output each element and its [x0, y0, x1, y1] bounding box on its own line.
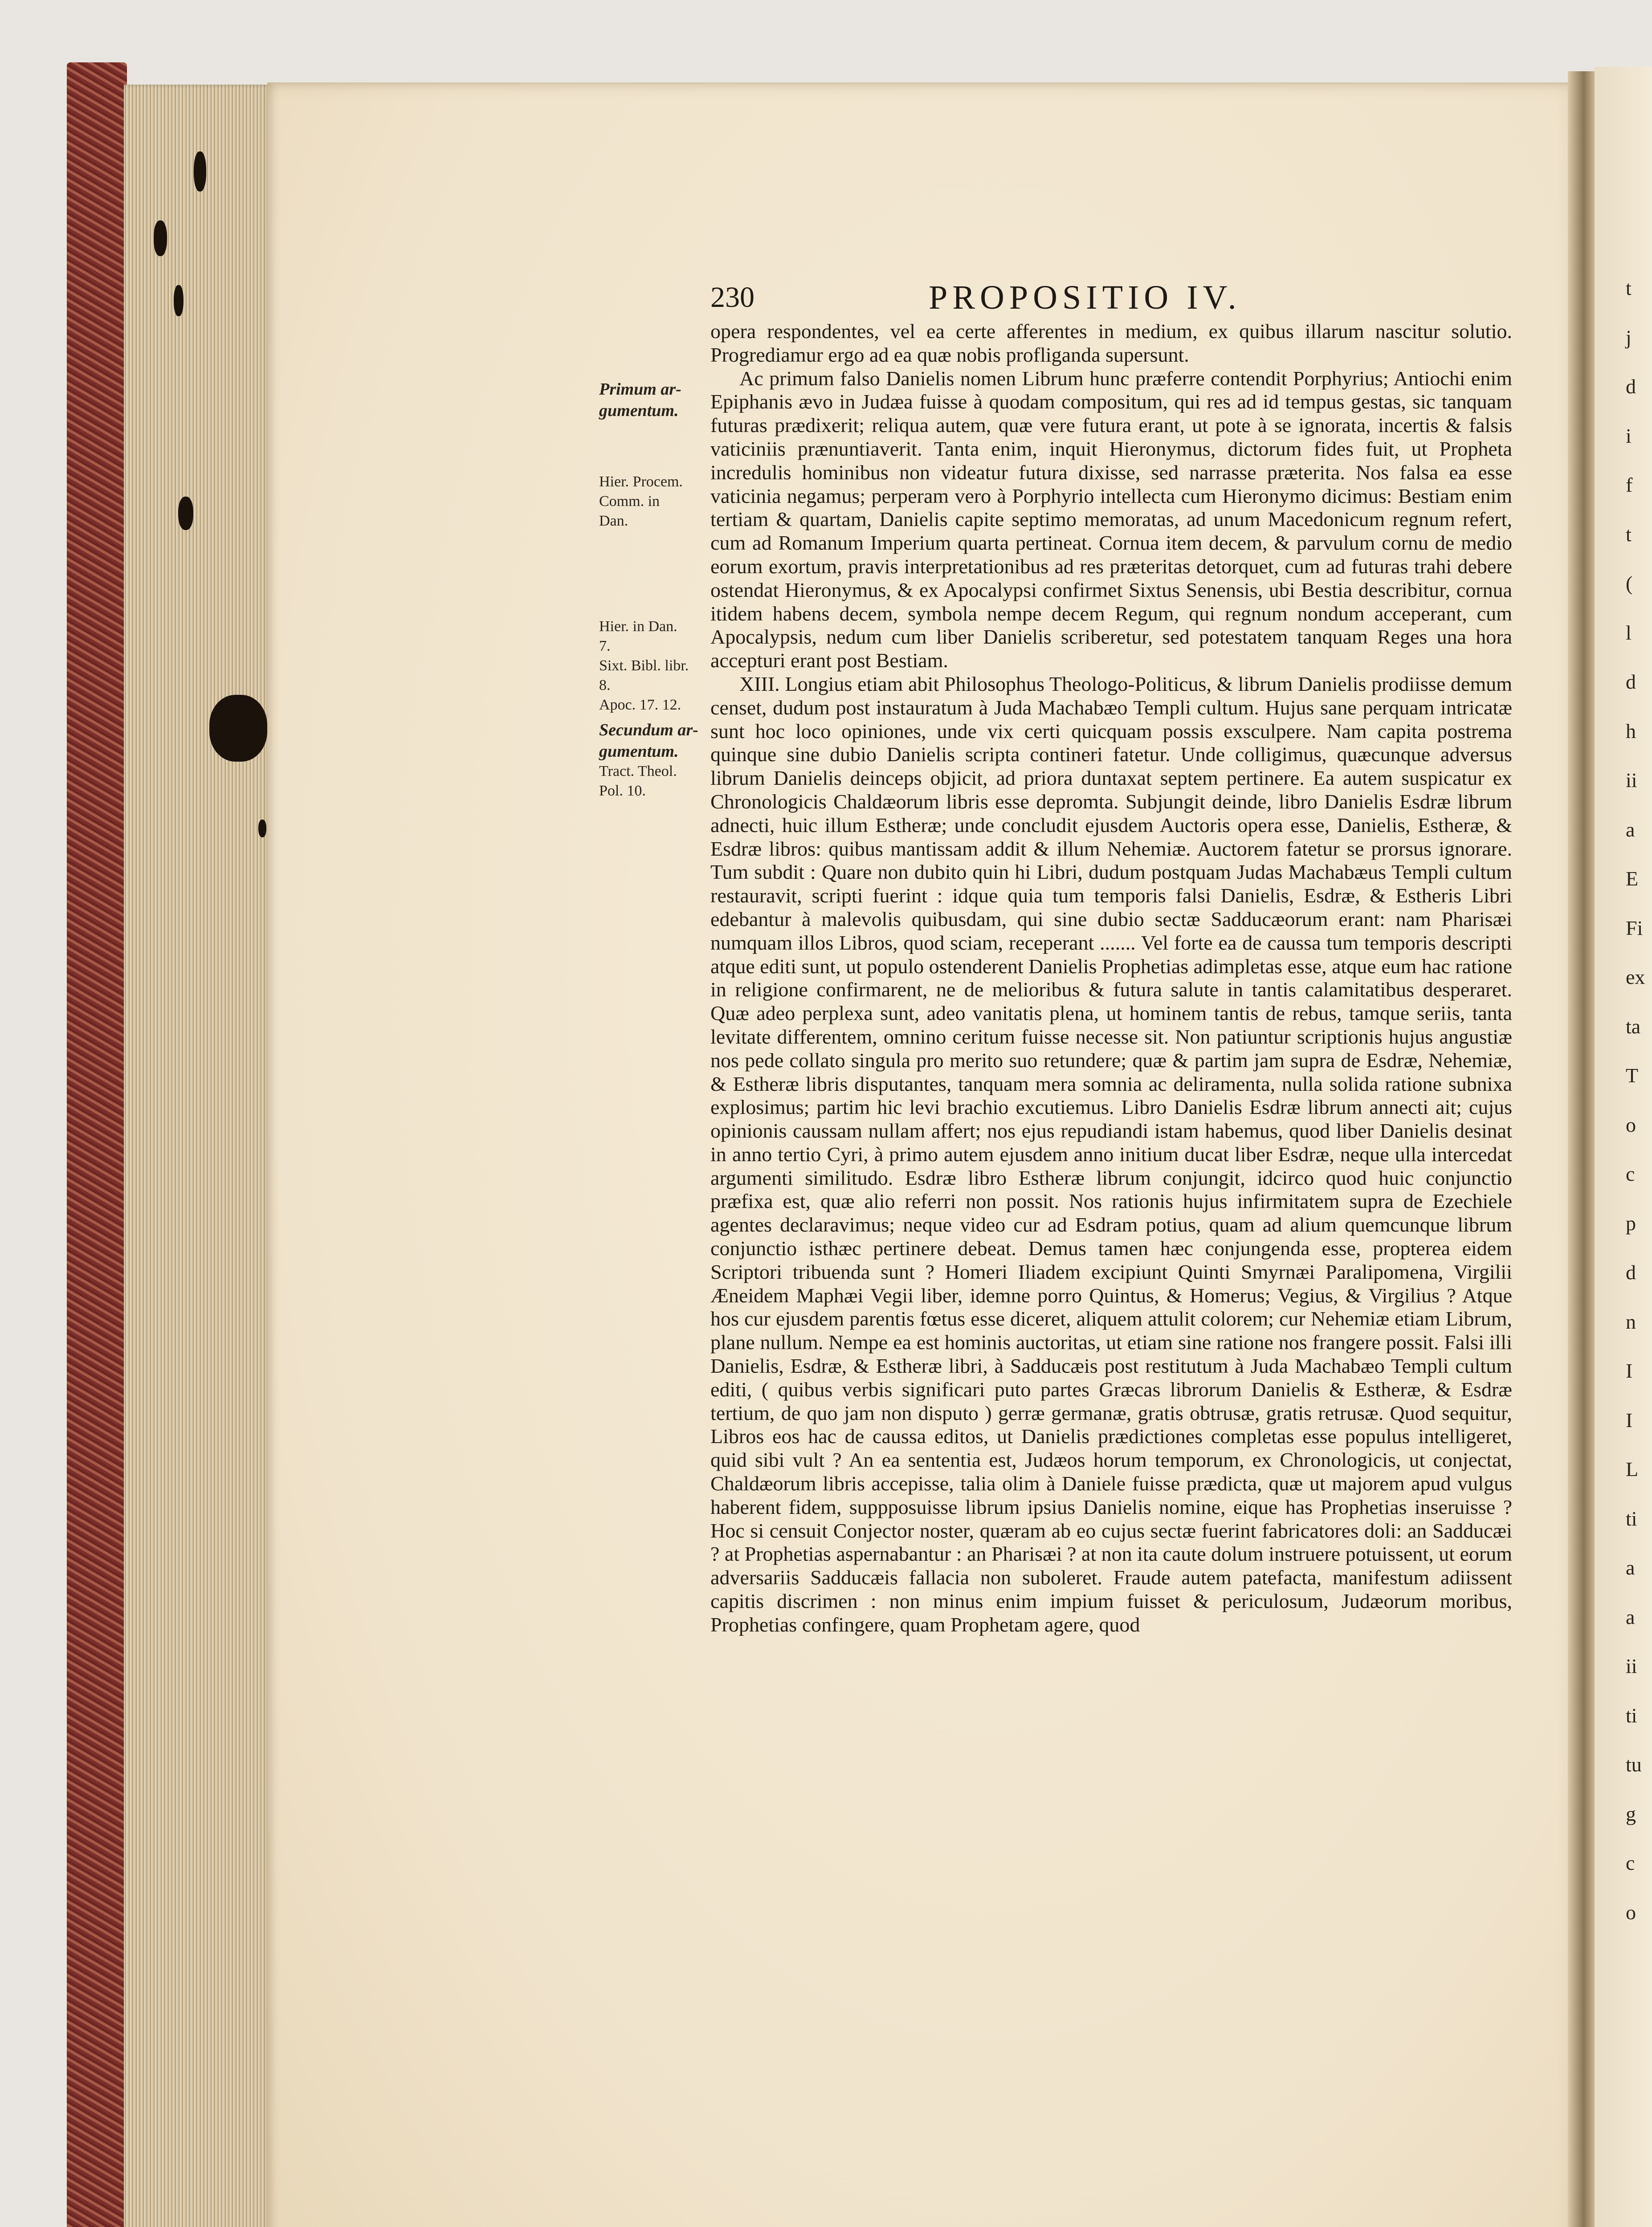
facing-page-glyph: i [1626, 424, 1632, 447]
book-cover-left [67, 62, 127, 2227]
facing-page-glyph: d [1626, 375, 1636, 398]
page-number: 230 [710, 281, 755, 314]
margin-note: Hier. in Dan. 7. Sixt. Bibl. libr. 8. Apoc. 17. 12. [599, 618, 689, 713]
facing-page-glyph: c [1626, 1162, 1635, 1185]
ink-stain [258, 820, 266, 837]
facing-page-glyph: Fi [1626, 916, 1643, 939]
ink-stain [194, 151, 206, 192]
facing-page-glyph: c [1626, 1852, 1635, 1874]
facing-page-glyph: L [1626, 1458, 1639, 1481]
page-edges [124, 85, 271, 2227]
margin-note: Secundum ar- gumentum. [599, 721, 698, 761]
facing-page-glyph: j [1626, 326, 1632, 349]
facing-page-glyph: I [1626, 1359, 1633, 1382]
facing-page-glyph: E [1626, 867, 1639, 890]
body-text [710, 320, 1512, 1637]
page-header [710, 272, 1499, 316]
facing-page-glyph: n [1626, 1310, 1636, 1333]
facing-page-glyph: d [1626, 670, 1636, 693]
facing-page-glyph: o [1626, 1113, 1636, 1136]
ink-stain [154, 220, 167, 256]
facing-page-glyph: ta [1626, 1015, 1641, 1038]
facing-page-glyph: l [1626, 621, 1632, 644]
facing-page-glyph: o [1626, 1901, 1636, 1924]
margin-note: Hier. Procem. Comm. in Dan. [599, 473, 683, 529]
running-head: PROPOSITIO IV. [929, 279, 1241, 316]
paragraph: opera respondentes, vel ea certe afferentes in medium, ex quibus illarum nascitur solutio. Progrediamur ergo ad ea quæ nobis profliganda supersunt. [710, 320, 1512, 366]
ink-stain [209, 695, 267, 762]
margin-note: Primum ar- gumentum. [599, 380, 681, 420]
facing-page-glyph: g [1626, 1802, 1636, 1825]
facing-page-glyph: f [1626, 473, 1633, 496]
facing-page-glyph: T [1626, 1064, 1639, 1087]
facing-page-glyph: ii [1626, 769, 1637, 791]
facing-page-glyph: ( [1626, 572, 1633, 595]
facing-page-glyph: d [1626, 1261, 1636, 1284]
facing-page-glyph: ii [1626, 1655, 1637, 1677]
facing-page-glyph: h [1626, 719, 1636, 742]
margin-note: Tract. Theol. Pol. 10. [599, 763, 677, 799]
ink-stain [174, 285, 184, 316]
facing-page-glyph: ex [1626, 966, 1645, 988]
facing-page-glyph: a [1626, 818, 1635, 841]
facing-page-glyph: a [1626, 1556, 1635, 1579]
facing-page-glyph: a [1626, 1605, 1635, 1628]
facing-page-glyph: ti [1626, 1507, 1637, 1530]
paragraph: Ac primum falso Danielis nomen Librum hunc præferre contendit Porphyrius; Antiochi enim Epiphanis ævo in Judæa fuisse à quodam compositum, qui res ad id tempus gestas, sic tanquam futuras prædixerit; reliqua autem, quæ vere futura erant, ut pote à se ignorata, incertis & falsis vaticiniis prænuntiaverit. Tanta enim, inquit Hieronymus, dictorum fides fuit, ut Propheta incredulis hominibus non videatur futura dixisse, sed narrasse præterita. Nos falsa ea esse vaticinia negamus; perperam vero à Porphyrio intellecta cum Hieronymo dicimus: Bestiam enim tertiam & quartam, Danielis capite septimo memoratas, ad unum Macedonicum regnum refert, cum ad Romanum Imperium quarta pertineat. Cornua item decem, & parvulum cornu de medio eorum exortum, pravis interpretationibus ad res præteritas detorquet, cum ad futuras trahi debere ostendat Hieronymus, & ex Apocalypsi confirmet Sixtus Senensis, ubi Bestia describitur, cornua itidem habens decem, symbola nempe decem Regum, qui regnum nondum acceperant, cum Apocalypsis, nedum cum liber Danielis scriberetur, sed potestatem tanquam Reges una hora accepturi erant post Bestiam. [710, 367, 1512, 672]
ink-stain [178, 497, 193, 530]
facing-page-glyph: t [1626, 522, 1632, 546]
page-gutter [1568, 71, 1595, 2227]
facing-page-text [1626, 276, 1650, 1924]
facing-page-glyph: p [1626, 1211, 1636, 1235]
facing-page-glyph: tu [1626, 1753, 1642, 1776]
facing-page-glyph: t [1626, 277, 1632, 299]
facing-page-glyph: I [1626, 1408, 1633, 1432]
facing-page-glyph: ti [1626, 1704, 1637, 1727]
paragraph: XIII. Longius etiam abit Philosophus Theologo-Politicus, & librum Danielis prodiisse demum censet, dudum post instauratum à Juda Machabæo Templi cultum. Hujus sane perquam intricatæ sunt hoc loco opiniones, unde vix certi quicquam possis exsculpere. Nam capita postrema quinque sine dubio Danielis scripta contineri fatetur. Unde colligimus, quæcunque adversus librum Danielis deinceps objicit, ad priora duntaxat septem pertinere. Ea autem suspicatur ex Chronologicis Chaldæorum libris esse depromta. Subjungit deinde, libro Danielis Esdræ librum adnecti, huic illum Estheræ; unde concludit ejusdem Auctoris opera esse, Danielis, Estheræ, & Esdræ libros: quibus mantissam addit & illum Nehemiæ. Auctorem fatetur se prorsus ignorare. Tum subdit : Quare non dubito quin hi Libri, dudum postquam Judas Machabæus Templi cultum restauravit, scripti fuerint : idque quia tum temporis falsi Danielis, Esdræ, & Estheris Libri edebantur à malevolis quibusdam, qui sine dubio sectæ Sadducæorum erant: nam Pharisæi numquam illos Libros, quod sciam, receperant ....... Vel forte ea de caussa tum temporis descripti atque editi sunt, ut populo ostenderent Danielis Prophetias adimpletas esse, atque eum hac ratione in religione confirmarent, ne de melioribus & futura salute in tantis calamitatibus desperaret. Quæ adeo perplexa sunt, adeo vanitatis plena, ut hominem tantis de rebus, tamque seriis, tanta levitate differentem, omnino ceritum fuisse necesse sit. Non patiuntur scriptionis hujus angustiæ nos pede collato singula pro merito suo retundere; quæ & partim jam supra de Esdræ, Nehemiæ, & Estheræ libris disputantes, tanquam mera somnia ac deliramenta, nulla solida ratione subnixa explosimus; partim hic levi brachio excutiemus. Libro Danielis Esdræ librum annecti ait; cujus opinionis caussam nullam affert; nos ejus repudiandi istam habemus, quod liber Danielis desinat in anno tertio Cyri, à primo autem ejusdem anno initium ducat liber Esdræ, neque ulla intercedat argumenti similitudo. Esdræ libro Estheræ librum conjungit, idcirco quod huic conjunctio præfixa est, quæ alio referri non possit. Nos rationis hujus infirmitatem supra de Ezechiele agentes declaravimus; neque video cur ad Esdram potius, quam ad alium quemcunque librum conjunctio isthæc pertinere debeat. Demus tamen hæc conjungenda esse, propterea eidem Scriptori tribuenda sunt ? Homeri Iliadem excipiunt Quinti Smyrnæi Paralipomena, Virgilii Æneidem Maphæi Vegii liber, idemne porro Quintus, & Homerus; Vegius, & Virgilius ? Atque hos cur ejusdem parentis fœtus esse diceret, aliquem attulit colorem; cur Nehemiæ etiam Librum, plane nullum. Nempe ea est hominis auctoritas, ut etiam sine ratione nos frangere possit. Falsi illi Danielis, Esdræ, & Estheræ libri, à Sadducæis post restitutum à Juda Machabæo Templi cultum editi, ( quibus verbis significari puto partes Græcas librorum Danielis & Estheræ, & Esdræ tertium, de quo jam non disputo ) gerræ germanæ, gratis obtrusæ, gratis retrusæ. Quod sequitur, Libros eos hac de caussa editos, ut Danielis prædictiones completas esse populus intelligeret, quid sibi vult ? An ea sententia est, Judæos horum temporum, ex Chronologicis, ut conjectat, Chaldæorum libris accepisse, talia olim à Daniele fuisse prædicta, quæ ut majorem apud vulgus haberent fidem, suppposuisse librum ipsius Danielis nomine, eique has Prophetias inseruisse ? Hoc si censuit Conjector noster, quæram ab eo cujus sectæ fuerint fabricatores doli: an Sadducæi ? at Prophetias aspernabantur : an Pharisæi ? at non ita caute dolum instruere potuissent, ut eorum adversariis Sadducæis fallacia non suboleret. Fraude autem patefacta, manifestum adiissent capitis discrimen : non minus enim impium fuisset & periculosum, Judæorum moribus, Prophetias confingere, quam Prophetam agere, quod [710, 672, 1512, 1636]
